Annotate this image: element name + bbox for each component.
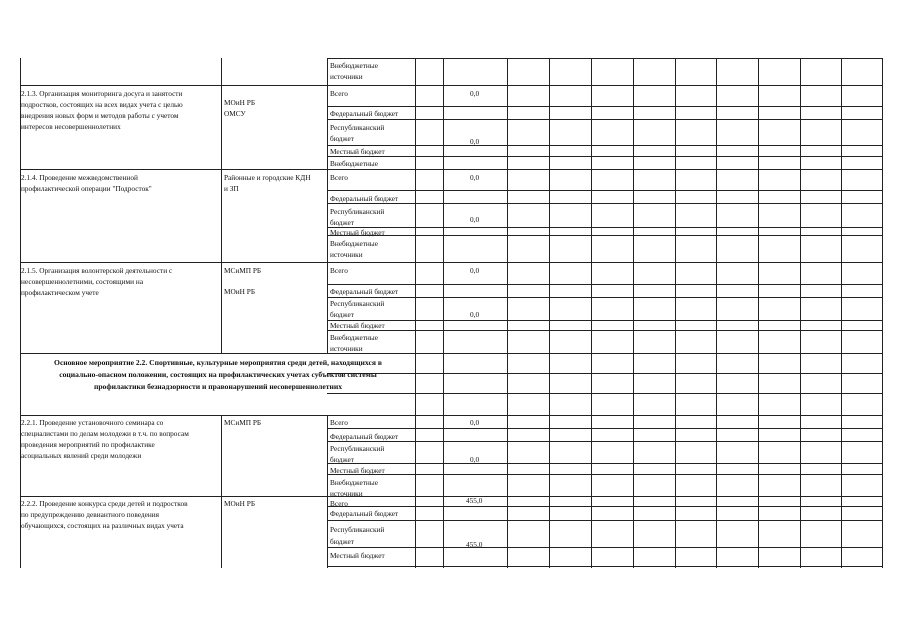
source-label: Местный бюджет <box>330 228 385 237</box>
grid-line <box>327 58 328 353</box>
source-label: Федеральный бюджет <box>330 287 399 296</box>
executor-text: МОиН РБ <box>224 98 256 107</box>
grid-line <box>633 58 634 568</box>
grid-line <box>327 85 882 86</box>
source-label: Федеральный бюджет <box>330 194 399 203</box>
grid-line <box>327 474 882 475</box>
value-cell: 0,0 <box>470 266 480 275</box>
executor-text: ОМСУ <box>224 109 246 118</box>
section-title: социально-опасном положении, состоящих на профилактических учетах субъектов системы <box>59 370 377 379</box>
source-label: Местный бюджет <box>330 466 385 475</box>
source-label: Республиканский <box>330 525 385 534</box>
grid-line <box>327 227 882 228</box>
executor-text: МСиМП РБ <box>224 266 262 275</box>
source-label: источники <box>330 344 363 353</box>
source-label: Внебюджетные <box>330 478 378 487</box>
grid-line <box>221 415 222 568</box>
source-label: Местный бюджет <box>330 321 385 330</box>
value-cell: 0,0 <box>470 310 480 319</box>
grid-line <box>327 415 328 568</box>
activity-text: проведения мероприятий по профилактике <box>21 440 155 449</box>
activity-text: профилактической операции "Подросток" <box>21 184 152 193</box>
grid-line <box>841 58 842 568</box>
grid-line <box>327 119 882 120</box>
executor-text: Районные и городские КДН <box>224 173 311 182</box>
grid-line <box>327 106 882 107</box>
activity-text: обучающихся, состоящих на различных видах учета <box>21 521 184 530</box>
value-cell: 0,0 <box>470 137 480 146</box>
grid-line <box>327 262 882 263</box>
grid-line <box>327 235 882 236</box>
grid-line <box>327 190 882 191</box>
value-cell: 0,0 <box>470 89 480 98</box>
grid-line <box>327 441 882 442</box>
activity-text: асоциальных явлений среди молодежи <box>21 451 142 460</box>
source-label: Всего <box>330 418 348 427</box>
source-label: бюджет <box>330 537 354 546</box>
grid-line <box>327 520 882 521</box>
grid-line <box>327 547 882 548</box>
activity-text: интересов несовершеннолетних <box>21 122 121 131</box>
grid-line <box>221 58 222 353</box>
executor-text: и ЗП <box>224 184 239 193</box>
source-label: Внебюджетные <box>330 61 378 70</box>
source-label: бюджет <box>330 134 354 143</box>
grid-line <box>882 58 883 568</box>
source-label: Республиканский <box>330 207 385 216</box>
grid-line <box>327 169 882 170</box>
grid-line <box>327 330 882 331</box>
grid-line <box>549 58 550 568</box>
source-label: Всего <box>330 89 348 98</box>
source-label: Всего <box>330 173 348 182</box>
grid-line <box>327 496 882 497</box>
source-label: Республиканский <box>330 299 385 308</box>
grid-line <box>327 145 882 146</box>
value-cell: 0,0 <box>470 418 480 427</box>
activity-text: 2.2.2. Проведение конкурса среди детей и подростков <box>21 499 188 508</box>
grid-line <box>443 58 444 568</box>
grid-line <box>327 284 882 285</box>
source-label: Федеральный бюджет <box>330 109 399 118</box>
source-label: Всего <box>330 499 348 508</box>
grid-line <box>327 506 882 507</box>
activity-text: 2.1.5. Организация волонтерской деятельности с <box>21 266 173 275</box>
grid-line <box>20 58 21 568</box>
source-label: Всего <box>330 266 348 275</box>
grid-line <box>327 353 882 354</box>
source-label: бюджет <box>330 310 354 319</box>
grid-line <box>327 156 882 157</box>
source-label: Республиканский <box>330 123 385 132</box>
grid-line <box>415 58 416 568</box>
value-cell: 0,0 <box>470 215 480 224</box>
executor-text: МОиН РБ <box>224 287 256 296</box>
activity-text: специалистами по делам молодежи в т.ч. по вопросам <box>21 429 189 438</box>
activity-text: 2.1.4. Проведение межведомственной <box>21 173 138 182</box>
grid-line <box>758 58 759 568</box>
activity-text: по предупреждению девиантного поведения <box>21 510 159 519</box>
source-label: Федеральный бюджет <box>330 509 399 518</box>
grid-line <box>327 297 882 298</box>
grid-line <box>327 320 882 321</box>
grid-line <box>327 428 882 429</box>
source-label: Федеральный бюджет <box>330 432 399 441</box>
executor-text: МСиМП РБ <box>224 418 262 427</box>
activity-text: подростков, состоящих на всех видах учета с целью <box>21 100 183 109</box>
activity-text: внедрения новых форм и методов работы с учетом <box>21 111 179 120</box>
value-cell: 455,0 <box>466 540 483 549</box>
source-label: Внебюджетные <box>330 333 378 342</box>
grid-line <box>327 566 882 567</box>
section-title: Основное мероприятие 2.2. Спортивные, культурные мероприятия среди детей, находящихся в <box>54 358 382 367</box>
grid-line <box>327 58 882 59</box>
value-cell: 455,0 <box>466 496 483 505</box>
activity-text: 2.1.3. Организация мониторинга досуга и занятости <box>21 89 183 98</box>
grid-line <box>591 58 592 568</box>
activity-text: несовершеннолетними, состоящими на <box>21 277 144 286</box>
source-label: источники <box>330 250 363 259</box>
source-label: Местный бюджет <box>330 147 385 156</box>
value-cell: 0,0 <box>470 455 480 464</box>
grid-line <box>800 58 801 568</box>
source-label: Республиканский <box>330 444 385 453</box>
source-label: Внебюджетные <box>330 239 378 248</box>
source-label: бюджет <box>330 455 354 464</box>
activity-text: 2.2.1. Проведение установочного семинара со <box>21 418 164 427</box>
grid-line <box>327 203 882 204</box>
source-label: Местный бюджет <box>330 551 385 560</box>
section-title: профилактики безнадзорности и правонарушений несовершеннолетних <box>93 382 343 391</box>
source-label: бюджет <box>330 218 354 227</box>
grid-line <box>507 58 508 568</box>
grid-line <box>675 58 676 568</box>
source-label: Внебюджетные <box>330 159 378 168</box>
source-label: источники <box>330 489 363 498</box>
grid-line <box>327 415 882 416</box>
grid-line <box>716 58 717 568</box>
grid-line <box>327 463 882 464</box>
executor-text: МОиН РБ <box>224 499 256 508</box>
value-cell: 0,0 <box>470 173 480 182</box>
source-label: источники <box>330 72 363 81</box>
activity-text: профилактическом учете <box>21 288 99 297</box>
